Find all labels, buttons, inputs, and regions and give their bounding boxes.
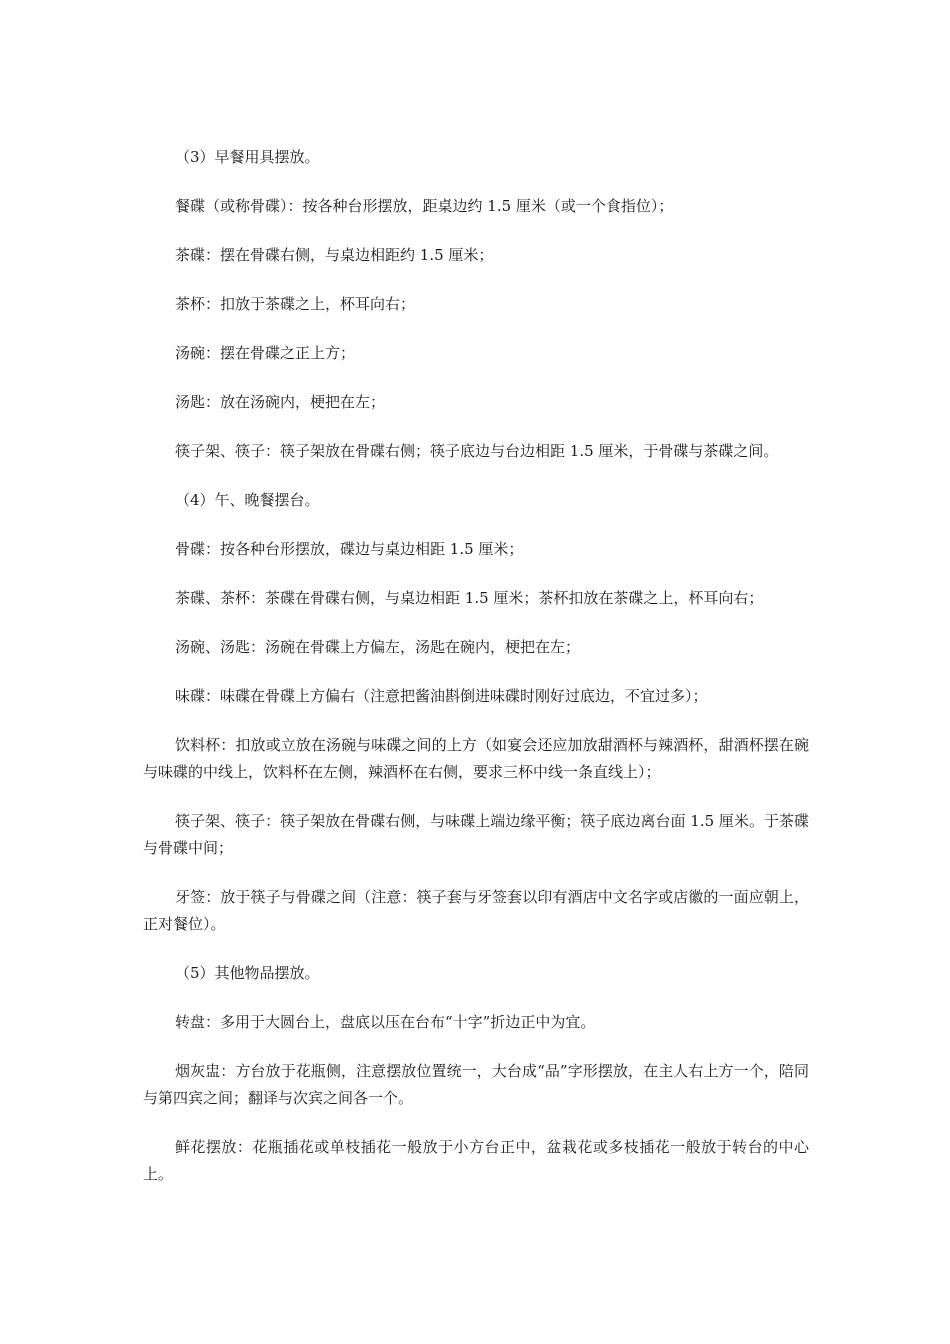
- paragraph-saucer: 茶碟：摆在骨碟右侧，与桌边相距约 1.5 厘米；: [175, 246, 494, 264]
- paragraph-chopsticks: 筷子架、筷子：筷子架放在骨碟右侧；筷子底边与台边相距 1.5 厘米，于骨碟与茶碟之间。: [175, 442, 779, 460]
- paragraph-bowl-spoon: 汤碗、汤匙：汤碗在骨碟上方偏左，汤匙在碗内，梗把在左；: [175, 638, 581, 656]
- paragraph-sauce-dish: 味碟：味碟在骨碟上方偏右（注意把酱油斟倒进味碟时刚好过底边，不宜过多）；: [175, 687, 708, 705]
- paragraph-chopstick-rest: 筷子架、筷子：筷子架放在骨碟右侧，与味碟上端边缘平衡；筷子底边离台面 1.5 厘米。于茶碟与骨碟中间；: [143, 812, 809, 857]
- paragraph-teacup: 茶杯：扣放于茶碟之上，杯耳向右；: [175, 295, 416, 313]
- paragraph-flowers: 鲜花摆放：花瓶插花或单枝插花一般放于小方台正中，盆栽花或多枝插花一般放于转台的中心上。: [143, 1138, 809, 1183]
- paragraph-soup-spoon: 汤匙：放在汤碗内，梗把在左；: [175, 393, 386, 411]
- paragraph-bone-plate: 骨碟：按各种台形摆放，碟边与桌边相距 1.5 厘米；: [175, 540, 524, 558]
- section-heading-breakfast: （3）早餐用具摆放。: [175, 148, 320, 166]
- section-heading-lunch-dinner: （4）午、晚餐摆台。: [175, 491, 320, 509]
- section-heading-other-items: （5）其他物品摆放。: [175, 964, 320, 982]
- paragraph-soup-bowl: 汤碗：摆在骨碟之正上方；: [175, 344, 356, 362]
- paragraph-saucer-teacup: 茶碟、茶杯：茶碟在骨碟右侧，与桌边相距 1.5 厘米；茶杯扣放在茶碟之上，杯耳向右；: [175, 589, 764, 607]
- paragraph-ashtray: 烟灰盅：方台放于花瓶侧，注意摆放位置统一，大台成“品”字形摆放，在主人右上方一个，陪同与第四宾之间；翻译与次宾之间各一个。: [143, 1062, 809, 1107]
- paragraph-toothpick: 牙签：放于筷子与骨碟之间（注意：筷子套与牙签套以印有酒店中文名字或店徽的一面应朝上，正对餐位）。: [143, 888, 809, 933]
- paragraph-turntable: 转盘：多用于大圆台上，盘底以压在台布“十字”折边正中为宜。: [175, 1013, 596, 1031]
- document-body: [143, 144, 809, 1188]
- paragraph-drink-glass: 饮料杯：扣放或立放在汤碗与味碟之间的上方（如宴会还应加放甜酒杯与辣酒杯，甜酒杯摆在碗与味碟的中线上，饮料杯在左侧，辣酒杯在右侧，要求三杯中线一条直线上）；: [143, 736, 809, 781]
- paragraph-plate: 餐碟（或称骨碟）：按各种台形摆放，距桌边约 1.5 厘米（或一个食指位）；: [175, 197, 674, 215]
